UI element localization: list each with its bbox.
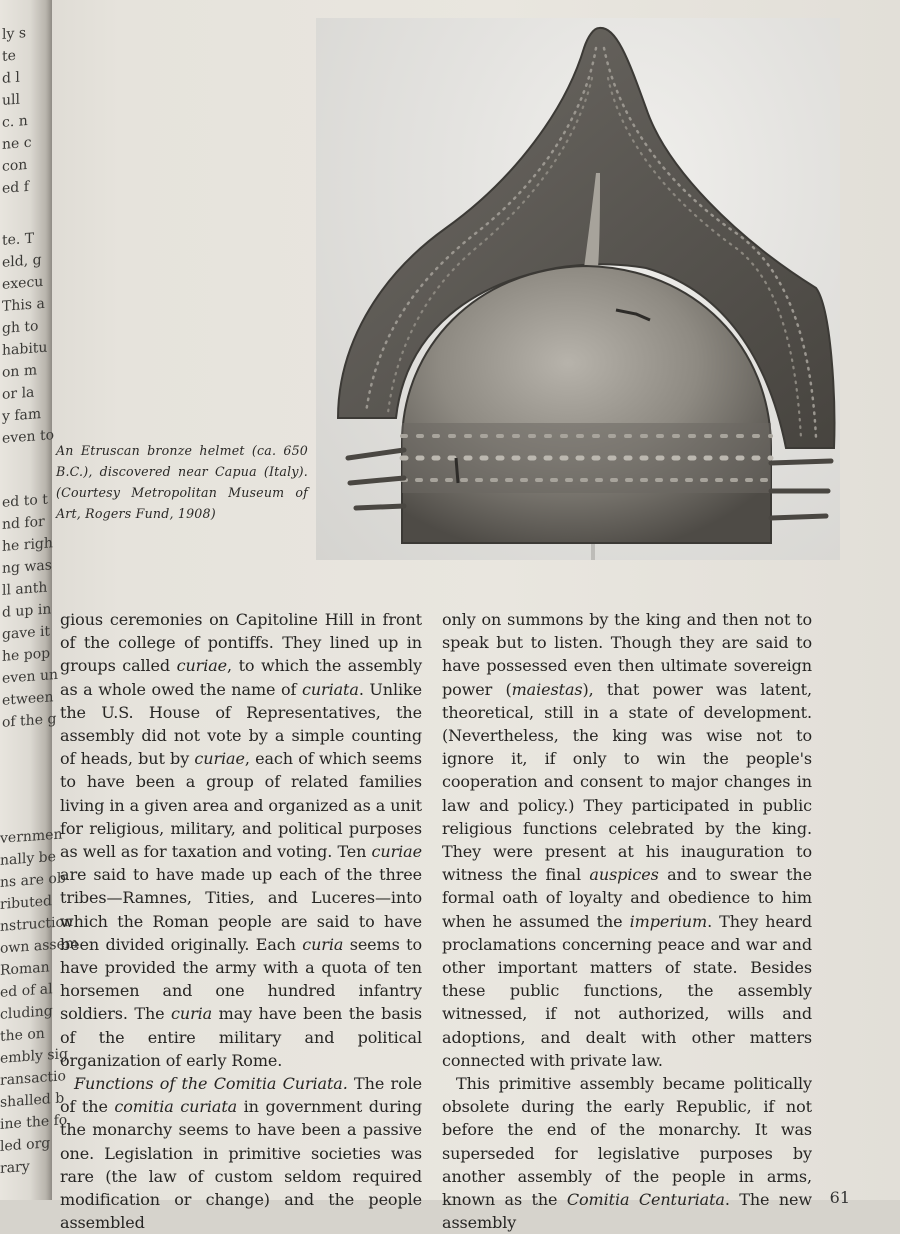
previous-page-fragment: ull — [2, 91, 20, 109]
previous-page-fragment: ly s — [2, 25, 27, 43]
caption-text: An Etruscan bronze helmet (ca. 650 B.C.), discovered near Capua (Italy). (Courtesy Metropolitan Museum of Art, Rogers Fund, 1908) — [56, 443, 308, 521]
previous-page-fragment: ine the fo — [0, 1112, 68, 1133]
previous-page-fragment: gave it — [2, 623, 51, 643]
previous-page-fragment: vernmen — [0, 826, 63, 847]
previous-page-fragment: nstruction — [0, 913, 73, 935]
previous-page-fragment: ne c — [2, 134, 32, 153]
previous-page-fragment: eld, g — [2, 252, 42, 271]
previous-page-fragment: ransactio — [0, 1068, 66, 1089]
previous-page-fragment: ed of al — [0, 981, 53, 1001]
previous-page-fragment: ributed — [0, 893, 53, 913]
previous-page-fragment: led org — [0, 1135, 51, 1155]
previous-page-fragment: execu — [2, 273, 44, 293]
previous-page-fragment: he pop — [2, 645, 51, 665]
previous-page-fragment: even to — [2, 427, 55, 447]
previous-page-fragment: on m — [2, 362, 38, 381]
previous-page-fragment: te. T — [2, 230, 35, 249]
left-paragraph-1: gious ceremonies on Capitoline Hill in front of the college of pontiffs. They lined up in groups called curiae, to which the assembly as a whole owed the name of curiata. Unlike the U.S. House of Representatives, the assembly did not vote by a simple counting of heads, but by curiae, each of which seems to have been a group of related families living in a given area and organized as a unit for religious, military, and political purposes as well as for taxation and voting. Ten curiae are said to have made up each of the three tribes—Ramnes, Tities, and Luceres—into which the Roman people are said to have been divided originally. Each curia seems to have provided the army with a quota of ten horsemen and one hundred infantry soldiers. The curia may have been the basis of the entire military and political organization of early Rome. — [60, 610, 423, 1070]
right-paragraph-1: only on summons by the king and then not to speak but to listen. Though they are said to have possessed even then ultimate sovereign power (maiestas), that power was latent, theoretical, still in a state of development. (Nevertheless, the king was wise not to ignore it, if only to win the people's cooperation and consent to major changes in law and policy.) They participated in public religious functions celebrated by the king. They were present at his inauguration to witness the final auspices and to swear the formal oath of loyalty and obedience to him when he assumed the imperium. They heard proclamations concerning peace and war and other important matters of state. Besides these public functions, the assembly witnessed, if not authorized, wills and adoptions, and dealt with other matters connected with private law. — [442, 610, 812, 1070]
previous-page-fragment: c. n — [2, 113, 28, 131]
previous-page-fragment: ll anth — [2, 579, 48, 599]
previous-page-fragment: own assem — [0, 935, 79, 957]
previous-page-fragment: ng was — [2, 557, 52, 577]
left-text-column — [60, 608, 422, 1234]
section-subheading: Functions of the Comitia Curiata. — [74, 1074, 348, 1094]
previous-page-fragment: rary — [0, 1158, 30, 1177]
previous-page-fragment: shalled b — [0, 1090, 65, 1111]
previous-page-fragment: y fam — [2, 406, 42, 425]
previous-page-fragment: This a — [2, 295, 45, 315]
previous-page-fragment: embly sig — [0, 1046, 68, 1067]
previous-page-fragment: he righ — [2, 535, 53, 555]
previous-page-fragment: te — [2, 47, 16, 65]
previous-page-fragment: of the g — [2, 711, 57, 731]
previous-page-fragment: even un — [2, 666, 58, 687]
left-paragraph-2: Functions of the Comitia Curiata. The role of the comitia curiata in government during the monarchy seems to have been a passive one. Legislation in primitive societies was rare (the law of custom seldom required modification or change) and the people assembled — [60, 1074, 422, 1233]
helmet-photo — [316, 18, 840, 560]
previous-page-fragment: etween — [2, 689, 54, 709]
right-text-column — [442, 608, 812, 1234]
previous-page-fragment: gh to — [2, 318, 39, 337]
photo-caption — [56, 440, 308, 524]
previous-page-fragment: ns are ob — [0, 870, 66, 891]
page-number: 61 — [829, 1188, 850, 1207]
etruscan-helmet-illustration — [316, 18, 840, 560]
previous-page-fragment: d up in — [2, 601, 52, 621]
previous-page-fragment: Roman — [0, 959, 50, 979]
previous-page-fragment: or la — [2, 384, 35, 403]
previous-page-fragment: habitu — [2, 339, 48, 359]
right-paragraph-2: This primitive assembly became politically obsolete during the early Republic, if not before the end of the monarchy. It was superseded for legislative purposes by another assembly of the people in arms, known as the Comitia Centuriata. The new assembly — [442, 1074, 813, 1233]
previous-page-fragment: con — [2, 157, 28, 175]
previous-page-edge — [0, 0, 79, 1200]
previous-page-fragment: ed to t — [2, 491, 48, 511]
previous-page-fragment: d l — [2, 69, 20, 87]
previous-page-fragment: cluding — [0, 1003, 53, 1023]
previous-page-fragment: nally be — [0, 848, 56, 869]
previous-page-fragment: ed f — [2, 178, 29, 197]
previous-page-fragment: the on — [0, 1025, 45, 1045]
previous-page-fragment: nd for — [2, 513, 45, 533]
